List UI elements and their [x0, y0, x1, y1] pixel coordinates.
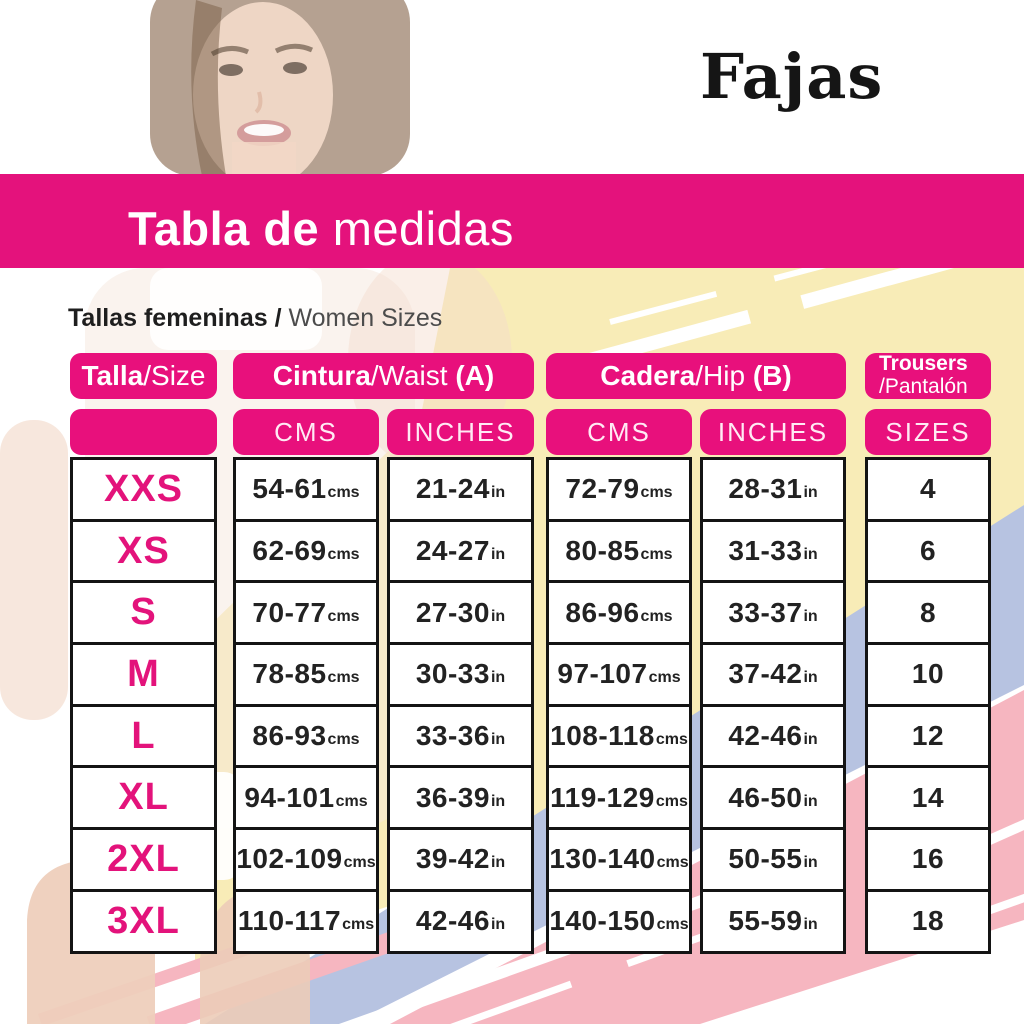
size-label-cell: 2XL [70, 827, 217, 892]
value-cell: 33-36 in [387, 704, 534, 769]
column-trouser-sizes [865, 457, 991, 954]
value-cell: 42-46 in [700, 704, 846, 769]
column-hip-cms [546, 457, 692, 954]
value-cell: 14 [865, 765, 991, 830]
column-waist-inches [387, 457, 534, 954]
column-size [70, 457, 217, 954]
value-cell: 28-31 in [700, 457, 846, 522]
value-cell: 10 [865, 642, 991, 707]
header-size: Talla /Size [70, 353, 217, 399]
subtitle: Tallas femeninas / Women Sizes [68, 304, 443, 332]
subheader-hip-inches: INCHES [700, 409, 846, 455]
value-cell: 108-118 cms [546, 704, 692, 769]
banner [0, 174, 1024, 268]
value-cell: 80-85 cms [546, 519, 692, 584]
value-cell: 62-69 cms [233, 519, 379, 584]
subheader-waist-cms: CMS [233, 409, 379, 455]
value-cell: 8 [865, 580, 991, 645]
value-cell: 72-79 cms [546, 457, 692, 522]
column-hip-inches [700, 457, 846, 954]
value-cell: 42-46 in [387, 889, 534, 954]
value-cell: 119-129 cms [546, 765, 692, 830]
value-cell: 36-39 in [387, 765, 534, 830]
value-cell: 39-42 in [387, 827, 534, 892]
size-label-cell: XXS [70, 457, 217, 522]
size-label-cell: L [70, 704, 217, 769]
subheader-size-blank [70, 409, 217, 455]
value-cell: 33-37 in [700, 580, 846, 645]
value-cell: 12 [865, 704, 991, 769]
value-cell: 70-77 cms [233, 580, 379, 645]
value-cell: 6 [865, 519, 991, 584]
size-label-cell: XS [70, 519, 217, 584]
brand-title: Fajas [700, 40, 884, 113]
value-cell: 97-107 cms [546, 642, 692, 707]
subheader-waist-inches: INCHES [387, 409, 534, 455]
value-cell: 55-59 in [700, 889, 846, 954]
value-cell: 110-117 cms [233, 889, 379, 954]
value-cell: 78-85 cms [233, 642, 379, 707]
value-cell: 130-140 cms [546, 827, 692, 892]
header-trousers: Trousers /Pantalón [865, 353, 991, 399]
size-label-cell: 3XL [70, 889, 217, 954]
value-cell: 102-109 cms [233, 827, 379, 892]
value-cell: 24-27 in [387, 519, 534, 584]
value-cell: 27-30 in [387, 580, 534, 645]
header-hip: Cadera /Hip (B) [546, 353, 846, 399]
value-cell: 50-55 in [700, 827, 846, 892]
value-cell: 54-61 cms [233, 457, 379, 522]
value-cell: 37-42 in [700, 642, 846, 707]
value-cell: 16 [865, 827, 991, 892]
value-cell: 140-150 cms [546, 889, 692, 954]
value-cell: 21-24 in [387, 457, 534, 522]
column-waist-cms [233, 457, 379, 954]
value-cell: 94-101 cms [233, 765, 379, 830]
value-cell: 18 [865, 889, 991, 954]
value-cell: 30-33 in [387, 642, 534, 707]
header-waist: Cintura /Waist (A) [233, 353, 534, 399]
subheader-hip-cms: CMS [546, 409, 692, 455]
value-cell: 46-50 in [700, 765, 846, 830]
value-cell: 4 [865, 457, 991, 522]
size-label-cell: XL [70, 765, 217, 830]
value-cell: 86-93 cms [233, 704, 379, 769]
subheader-trouser-sizes: SIZES [865, 409, 991, 455]
size-label-cell: M [70, 642, 217, 707]
value-cell: 31-33 in [700, 519, 846, 584]
value-cell: 86-96 cms [546, 580, 692, 645]
size-label-cell: S [70, 580, 217, 645]
banner-title: Tabla de medidas [128, 201, 514, 255]
